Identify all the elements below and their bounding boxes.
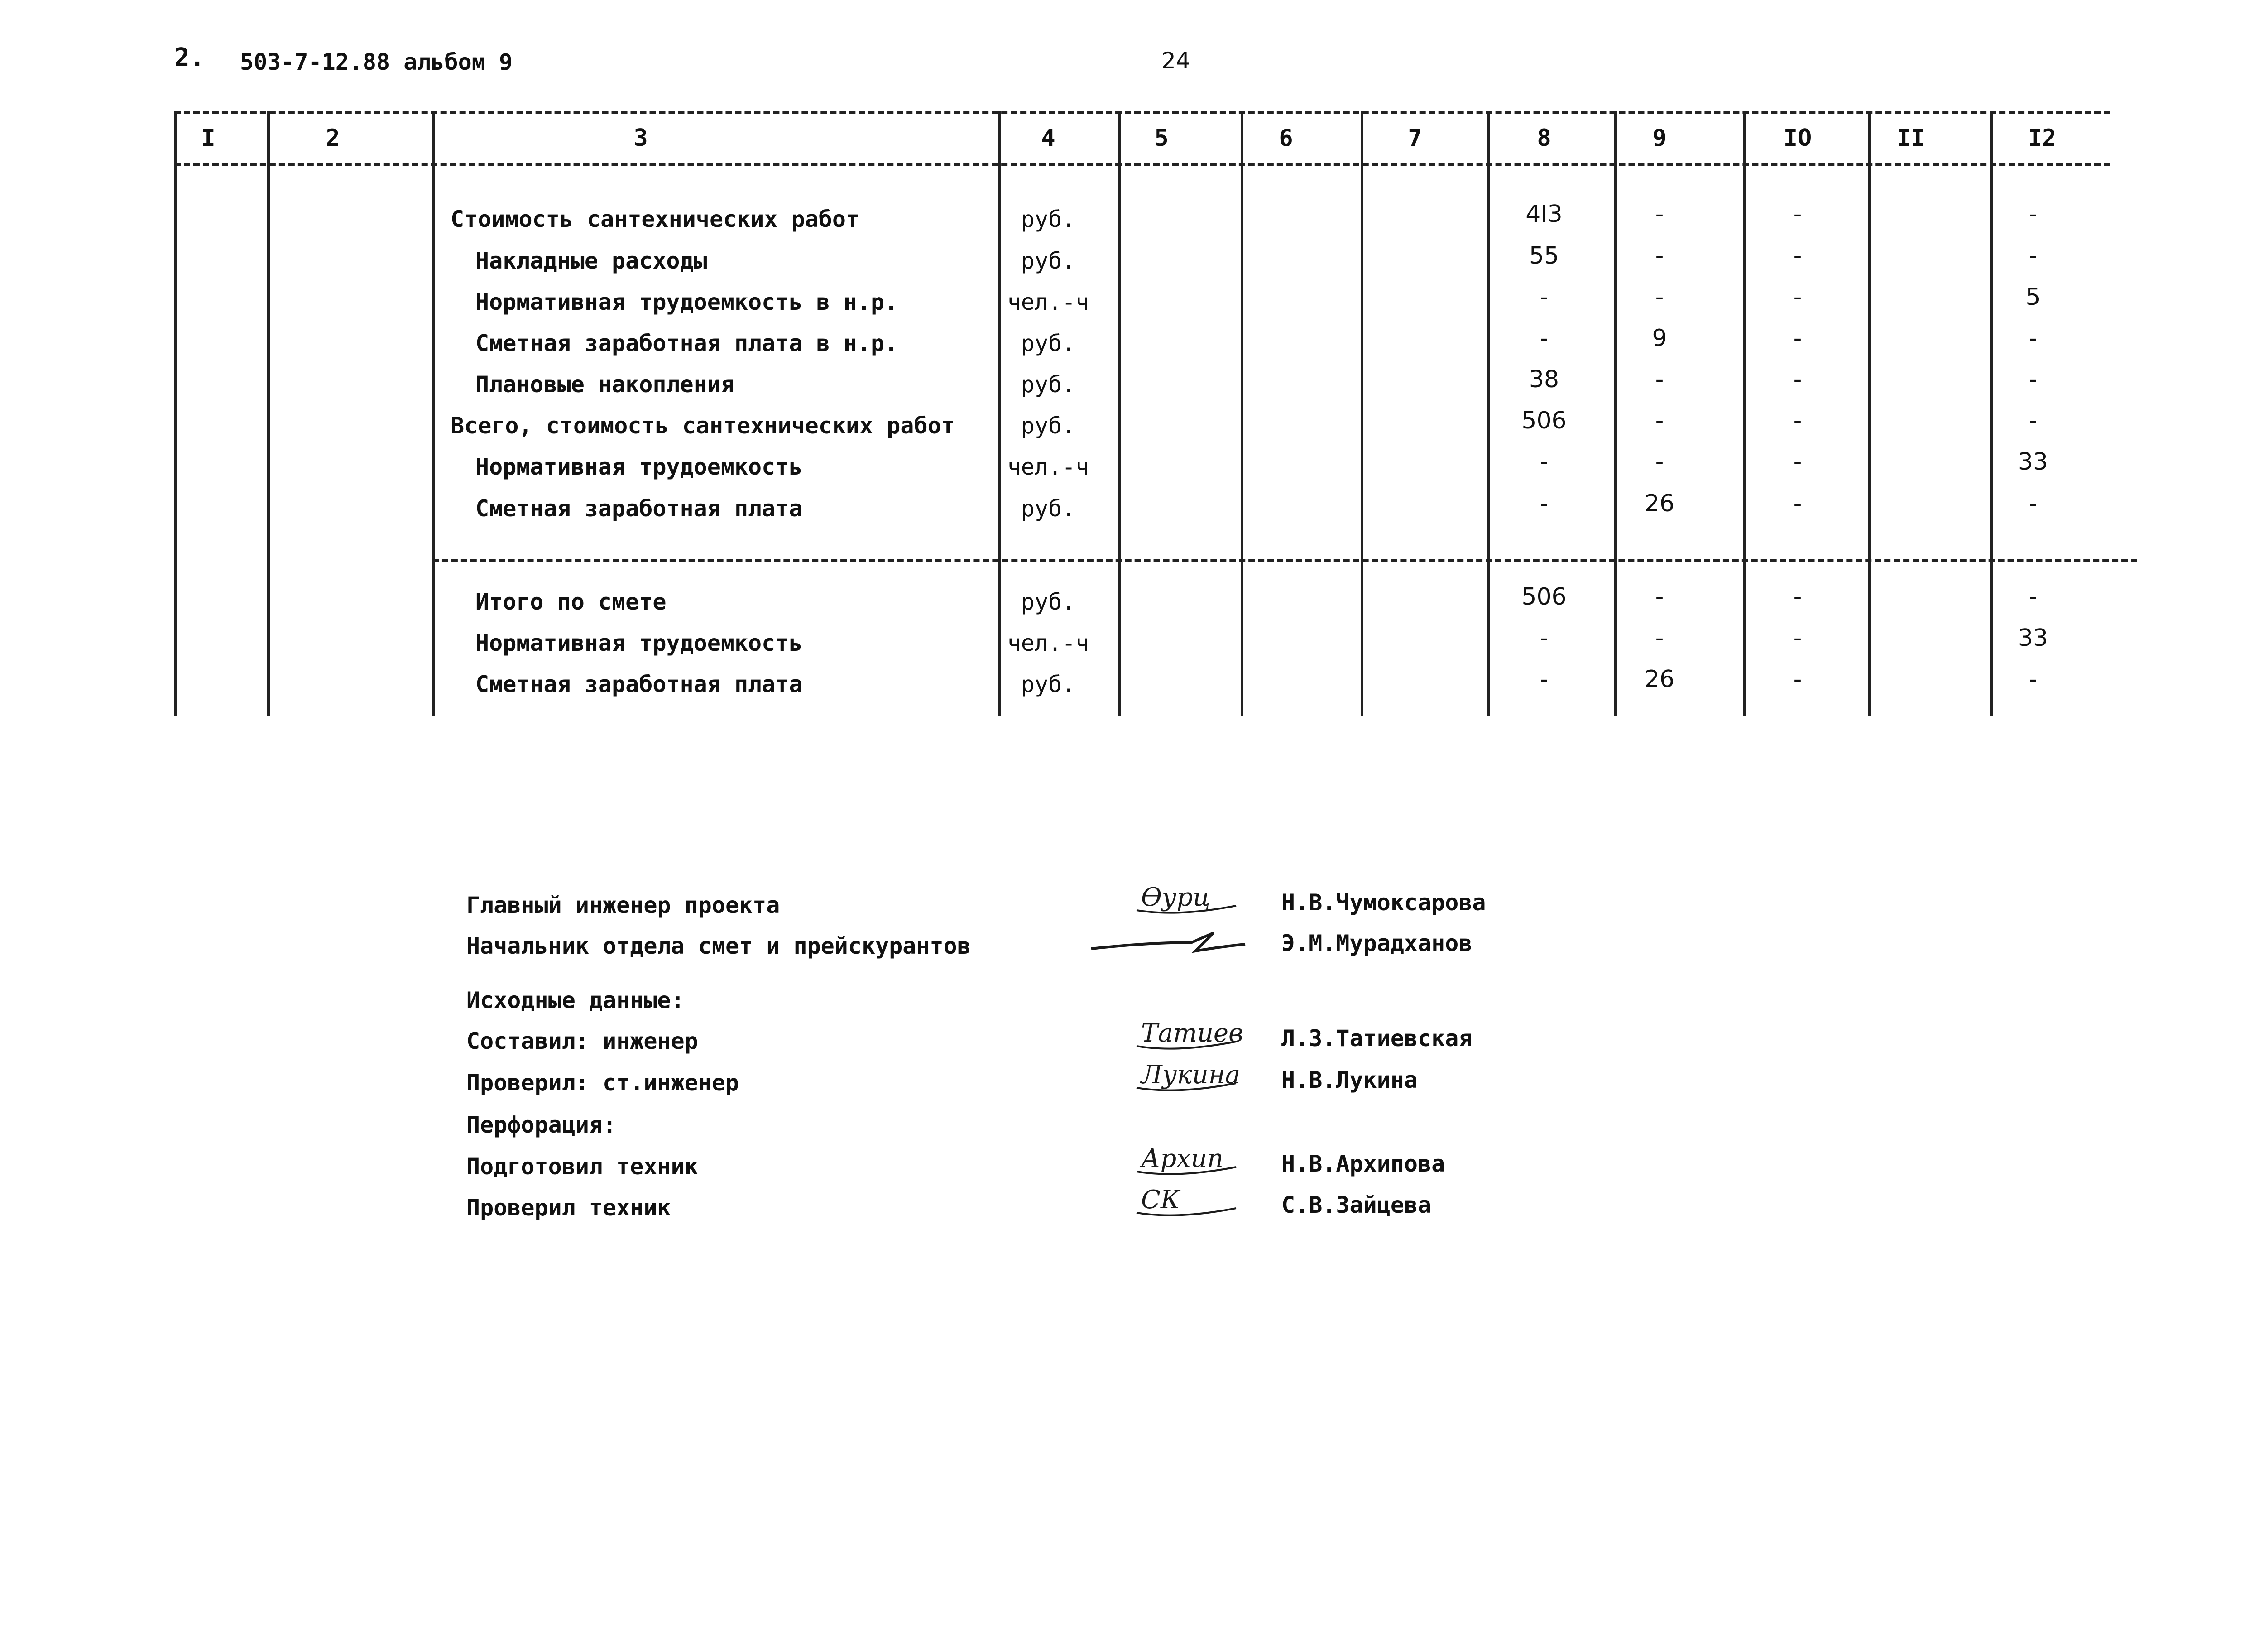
- column-header-1: I: [201, 125, 216, 152]
- svg-text:Татиев: Татиев: [1141, 1018, 1243, 1048]
- signatory-name: Э.М.Мурадханов: [1281, 930, 1473, 956]
- row-value-c10: -: [1793, 666, 1802, 693]
- svg-text:СК: СК: [1141, 1185, 1180, 1215]
- column-header-2: 2: [326, 125, 340, 152]
- signatory-name: С.В.Зайцева: [1281, 1192, 1432, 1218]
- row-value-c12: 5: [2025, 283, 2041, 311]
- row-value-c9: -: [1655, 242, 1664, 269]
- row-value-c8: -: [1540, 666, 1549, 693]
- page-mark: 2.: [174, 43, 205, 72]
- signatory-name: Л.З.Татиевская: [1281, 1025, 1473, 1052]
- column-header-12: I2: [2028, 125, 2057, 152]
- row-value-c12: 33: [2018, 624, 2048, 652]
- row-description: Плановые накопления: [475, 371, 734, 398]
- row-description: Всего, стоимость сантехнических работ: [451, 413, 955, 439]
- signatory-role: Составил: инженер: [466, 1028, 698, 1054]
- row-value-c9: -: [1655, 283, 1664, 311]
- row-value-c9: -: [1655, 407, 1664, 434]
- row-value-c8: -: [1540, 624, 1549, 652]
- row-value-c9: -: [1655, 366, 1664, 393]
- row-description: Нормативная трудоемкость в н.р.: [475, 289, 898, 315]
- column-header-9: 9: [1652, 125, 1667, 152]
- row-description: Нормативная трудоемкость: [475, 454, 803, 480]
- handwritten-signature: [1087, 1177, 1250, 1226]
- svg-text:Ѳурц: Ѳурц: [1141, 883, 1211, 912]
- row-value-c10: -: [1793, 242, 1802, 269]
- row-value-c10: -: [1793, 407, 1802, 434]
- row-value-c12: -: [2029, 366, 2038, 393]
- row-value-c8: -: [1540, 448, 1549, 475]
- row-value-c8: 55: [1529, 242, 1559, 269]
- signatory-role: Проверил: ст.инженер: [466, 1070, 739, 1096]
- svg-text:Архип: Архип: [1141, 1144, 1223, 1173]
- row-description: Сметная заработная плата: [475, 671, 803, 697]
- column-header-8: 8: [1537, 125, 1551, 152]
- row-value-c12: -: [2029, 325, 2038, 352]
- row-value-c10: -: [1793, 325, 1802, 352]
- row-unit: руб.: [1021, 413, 1076, 439]
- page-number: 24: [1161, 48, 1190, 74]
- row-unit: руб.: [1021, 671, 1076, 697]
- row-value-c12: -: [2029, 666, 2038, 693]
- row-unit: чел.-ч: [1007, 630, 1089, 656]
- document-code: 503-7-12.88 альбом 9: [240, 49, 513, 75]
- column-header-10: IO: [1783, 125, 1812, 152]
- row-description: Сметная заработная плата: [475, 495, 803, 522]
- row-unit: руб.: [1021, 206, 1076, 232]
- row-value-c10: -: [1793, 490, 1802, 517]
- row-value-c12: -: [2029, 407, 2038, 434]
- row-description: Стоимость сантехнических работ: [451, 206, 860, 232]
- row-value-c12: -: [2029, 490, 2038, 517]
- handwritten-signature: [1087, 915, 1250, 965]
- row-unit: руб.: [1021, 589, 1076, 615]
- row-value-c8: 38: [1529, 366, 1559, 393]
- signatory-role: Проверил техник: [466, 1195, 671, 1221]
- svg-text:Лукина: Лукина: [1141, 1060, 1240, 1090]
- row-value-c9: -: [1655, 583, 1664, 610]
- row-value-c12: -: [2029, 583, 2038, 610]
- row-value-c9: -: [1655, 624, 1664, 652]
- row-value-c8: -: [1540, 490, 1549, 517]
- signatory-role: Исходные данные:: [466, 987, 685, 1013]
- row-unit: руб.: [1021, 371, 1076, 398]
- row-value-c8: 4I3: [1525, 201, 1563, 228]
- row-description: Сметная заработная плата в н.р.: [475, 330, 898, 356]
- signatory-role: Главный инженер проекта: [466, 892, 780, 918]
- row-value-c10: -: [1793, 583, 1802, 610]
- row-value-c9: -: [1655, 201, 1664, 228]
- row-description: Нормативная трудоемкость: [475, 630, 803, 656]
- row-value-c10: -: [1793, 201, 1802, 228]
- row-value-c8: -: [1540, 325, 1549, 352]
- row-unit: руб.: [1021, 330, 1076, 356]
- row-description: Накладные расходы: [475, 248, 707, 274]
- row-value-c12: -: [2029, 201, 2038, 228]
- row-value-c8: 506: [1521, 583, 1567, 610]
- row-value-c9: 9: [1652, 325, 1667, 352]
- row-value-c10: -: [1793, 624, 1802, 652]
- column-header-3: 3: [633, 125, 648, 152]
- row-value-c9: 26: [1644, 490, 1675, 517]
- handwritten-signature: [1087, 1052, 1250, 1101]
- column-header-4: 4: [1041, 125, 1055, 152]
- signatory-name: Н.В.Архипова: [1281, 1151, 1445, 1177]
- column-header-7: 7: [1408, 125, 1422, 152]
- row-value-c10: -: [1793, 366, 1802, 393]
- row-value-c9: 26: [1644, 666, 1675, 693]
- signatory-role: Перфорация:: [466, 1112, 617, 1138]
- row-value-c8: -: [1540, 283, 1549, 311]
- signatory-name: Н.В.Лукина: [1281, 1067, 1418, 1093]
- column-header-11: II: [1896, 125, 1925, 152]
- column-header-5: 5: [1154, 125, 1169, 152]
- row-unit: руб.: [1021, 248, 1076, 274]
- row-description: Итого по смете: [475, 589, 667, 615]
- signatory-role: Подготовил техник: [466, 1153, 698, 1180]
- column-header-6: 6: [1279, 125, 1293, 152]
- row-unit: чел.-ч: [1007, 454, 1089, 480]
- signatory-role: Начальник отдела смет и прейскурантов: [466, 933, 971, 959]
- row-unit: руб.: [1021, 495, 1076, 522]
- signatory-name: Н.В.Чумоксарова: [1281, 889, 1486, 916]
- row-value-c8: 506: [1521, 407, 1567, 434]
- row-value-c12: 33: [2018, 448, 2048, 475]
- row-value-c12: -: [2029, 242, 2038, 269]
- row-value-c10: -: [1793, 448, 1802, 475]
- row-value-c10: -: [1793, 283, 1802, 311]
- row-value-c9: -: [1655, 448, 1664, 475]
- row-unit: чел.-ч: [1007, 289, 1089, 315]
